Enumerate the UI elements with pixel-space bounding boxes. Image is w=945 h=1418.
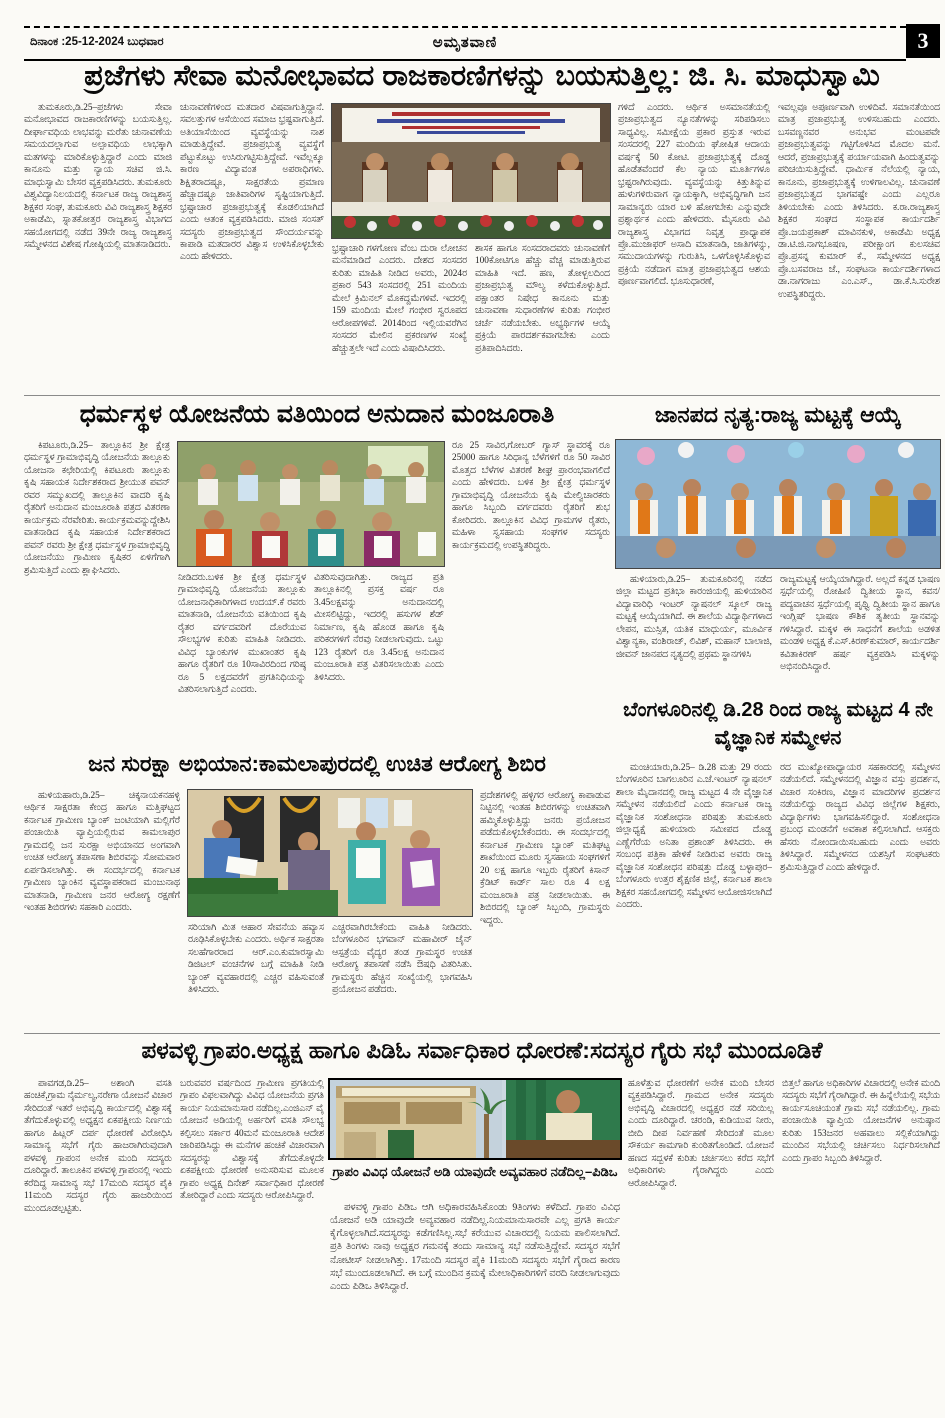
article5-headline: ಬೆಂಗಳೂರಿನಲ್ಲಿ ಡಿ.28 ರಿಂದ ರಾಜ್ಯ ಮಟ್ಟದ 4 ನೇ ವೈಜ್ಞಾನಿಕ ಸಮ್ಮೇಳನ (623, 699, 933, 749)
article6-headline: ಪಳವಳ್ಳಿ ಗ್ರಾಪಂ.ಅಧ್ಯಕ್ಷ ಹಾಗೂ ಪಿಡಿಓ ಸರ್ವಾಧಿಕಾರ ಧೋರಣೆ:ಸದಸ್ಯರ ಗೈರು ಸಭೆ ಮುಂದೂಡಿಕೆ (141, 1037, 823, 1063)
folk-dance-team-photo (616, 440, 940, 568)
article6-column-2: ಬರುವವರ ವರ್ಷದಿಂದ ಗ್ರಾಮೀಣ ಪ್ರಗತಿಯಲ್ಲಿ ಗ್ರಾಪಂ ವಿಫಲವಾಗಿದ್ದು ವಿವಿಧ ಯೋಜನೆಯ ಪ್ರಗತಿ ಕಾರ್ಯ ನಿಯಮಾನುಸಾರ ನಡೆದಿಲ್ಲ.ಎಂಜಿಎನ್ ವೈ ಯೋಜನೆ ಅಡಿಯಲ್ಲಿ ಅರ್ಹರಿಗೆ ವಸತಿ ಸೌಲಭ್ಯ ಕಲ್ಪಿಸಲು ಸರ್ಕಾರ 40ಮನೆ ಮಂಜೂರಾತಿ ಆದೇಶ ಜಾರಿಪಡಿಸಿದ್ದು ಈ ಮನೆಗಳ ಹಂಚಿಕೆ ವಿಚಾರವಾಗಿ ಸದಸ್ಯರನ್ನು ವಿಶ್ವಾಸಕ್ಕೆ ತೆಗೆದುಕೊಳ್ಳದೇ ಏಕಪಕ್ಷೀಯ ಧೋರಣೆ ಅನುಸರಿಸುವ ಮೂಲಕ ಗ್ರಾಪಂ ಅಧ್ಯಕ್ಷ ದಿನೇಶ್ ಸರ್ವಾಧಿಕಾರ ಧೋರಣೆ ತೋರಿದ್ದಾರೆ ಎಂದು ಸದಸ್ಯರು ಆರೋಪಿಸಿದ್ದಾರೆ. (180, 1079, 324, 1202)
article4-column-4: ಪ್ರದೇಶಗಳಲ್ಲಿ ಹಳ್ಳಿಗರ ಆರೋಗ್ಯ ಕಾಪಾಡುವ ನಿಟ್ಟಿನಲ್ಲಿ ಇಂತಹ ಶಿಬಿರಗಳನ್ನು ಉಚಿತವಾಗಿ ಹಮ್ಮಿಕೊಳ್ಳುತ್ತಿದ್ದು ಜನರು ಪ್ರಯೋಜನ ಪಡೆದುಕೊಳ್ಳಬೇಕೆಂದರು. ಈ ಸಂದರ್ಭದಲ್ಲಿ ಕರ್ನಾಟಕ ಗ್ರಾಮೀಣ ಬ್ಯಾಂಕ್ ಮತಿಘಟ್ಟ ಶಾಖೆಯಿಂದ ಮೂರು ಸ್ವಸಹಾಯ ಸಂಘಗಳಿಗೆ 20 ಲಕ್ಷ ಹಾಗೂ ಇಬ್ಬರು ರೈತರಿಗೆ ಕಿಸಾನ್ ಕ್ರೆಡಿಟ್ ಕಾರ್ಡ್ ಸಾಲ ರೂ 4 ಲಕ್ಷ ಮಂಜೂರಾತಿ ಪತ್ರ ನೀಡಲಾಯಿತು. ಈ ಶಿಬಿರದಲ್ಲಿ ಬ್ಯಾಂಕ್ ಸಿಬ್ಬಂದಿ, ಗ್ರಾಮಸ್ಥರು ಇದ್ದರು. (480, 791, 610, 926)
article2-headline: ಧರ್ಮಸ್ಥಳ ಯೋಜನೆಯ ವತಿಯಿಂದ ಅನುದಾನ ಮಂಜೂರಾತಿ (79, 400, 555, 428)
article1-column-3: ಭ್ರಷ್ಟಾಚಾರಿ ಗಳಗೋಣ ವೆಂಬ ದುರಾ ಲೋಚನ ಮನೆಮಾಡಿದೆ ಎಂದರು. ದೇಶದ ಸಂಸದರ ಕುರಿತು ಮಾಹಿತಿ ನೀಡಿದ ಅವರು, 2024ರ ಪ್ರಕಾರ 543 ಸಂಸದರಲ್ಲಿ 251 ಮಂದಿಯ ಮೇಲೆ ಕ್ರಿಮಿನಲ್ ಮೊಕದ್ದಮೆಗಳಿವೆ. ಇದರಲ್ಲಿ 159 ಮಂದಿಯ ಮೇಲೆ ಗಂಭೀರ ಸ್ವರೂಪದ ಆರೋಪಗಳಿವೆ. 2014ರಿಂದ ಇಲ್ಲಿಯವರೆಗಿನ ಸಂಸದರ ಮೇಲಿನ ಪ್ರಕರಣಗಳ ಸಂಖ್ಯೆ ಹೆಚ್ಚುತ್ತಲೇ ಇದೆ ಎಂದು ವಿಷಾದಿಸಿದರು. (332, 244, 467, 354)
article4-column-1: ಹುಳಿಯಹಾರು,ಡಿ.25– ಚಿಕ್ಕನಾಯಕನಹಳ್ಳಿ ಆರ್ಥಿಕ ಸಾಕ್ಷರತಾ ಕೇಂದ್ರ ಹಾಗೂ ಮತ್ತಿಘಟ್ಟದ ಕರ್ನಾಟಕ ಗ್ರಾಮೀಣ ಬ್ಯಾಂಕ್ ಜಂಟಿಯಾಗಿ ಮಲ್ಲಿಗೆರೆ ಪಂಚಾಯಿತಿ ವ್ಯಾಪ್ತಿಯಲ್ಲಿರುವ ಕಾಮಲಾಪುರ ಗ್ರಾಮದಲ್ಲಿ ಜನ ಸುರಕ್ಷಾ ಅಭಿಯಾನದ ಅಂಗವಾಗಿ ಉಚಿತ ಆರೋಗ್ಯ ತಪಾಸಣಾ ಶಿಬಿರವನ್ನು ಸೋಮವಾರ ಏರ್ಪಡಿಸಲಾಗಿತ್ತು. ಈ ಸಂದರ್ಭದಲ್ಲಿ ಕರ್ನಾಟಕ ಗ್ರಾಮೀಣ ಬ್ಯಾಂಕಿನ ವ್ಯವಸ್ಥಾಪಕರಾದ ಮಂಜುನಾಥ ಮಾತನಾಡಿ, ಗ್ರಾಮೀಣ ಜನರ ಆರೋಗ್ಯ ರಕ್ಷಣೆಗೆ ಇಂತಹ ಶಿಬಿರಗಳು ಸಹಕಾರಿ ಎಂದರು. (24, 791, 180, 914)
article1-column-5: ಗಳಿದೆ ಎಂದರು. ಆರ್ಥಿಕ ಅಸಮಾನತೆಯಲ್ಲಿ ಪ್ರಜಾಪ್ರಭುತ್ವದ ನ್ಯೂನತೆಗಳನ್ನು ಸರಿಪಡಿಸಲು ಸಾಧ್ಯವಿಲ್ಲ. ಸಮೀಕ್ಷೆಯ ಪ್ರಕಾರ ಪ್ರಸ್ತುತ ಇರುವ ಸಂಸದರಲ್ಲಿ 227 ಮಂದಿಯ ಘೋಷಿತ ಆದಾಯ ವರ್ಷಕ್ಕೆ 50 ಕೋಟಿ. ಪ್ರಜಾಪ್ರಭುತ್ವಕ್ಕೆ ದೊಡ್ಡ ಹೊಡೆತವೆಂದರೆ ಕೆಲ ನ್ಯಾಯ ಮೂರ್ತಿಗಳೂ ಭ್ರಷ್ಟರಾಗಿರುವುದು. ವ್ಯವಸ್ಥೆಯನ್ನು ಕಿತ್ತುತಿನ್ನುವ ಹುಳುಗಳಿರುವಾಗ ನ್ಯಾಯಕ್ಕಾಗಿ, ಅಭಿವೃದ್ಧಿಗಾಗಿ ಜನ ಸಾಮಾನ್ಯರು ಯಾರ ಬಳಿ ಹೋಗಬೇಕು ಎನ್ನುವುದೇ ಪ್ರಶ್ನಾರ್ಥಕ ಎಂದು ಹೇಳಿದರು. ಮೈಸೂರು ವಿವಿ ರಾಜ್ಯಶಾಸ್ತ್ರ ವಿಭಾಗದ ನಿವೃತ್ತ ಪ್ರಾಧ್ಯಾಪಕ ಪ್ರೊ.ಮುಜಾಫರ್ ಅಸಾದಿ ಮಾತನಾಡಿ, ಜಾತಿಗಳನ್ನು, ಸಮುದಾಯಗಳನ್ನು ಗುರುತಿಸಿ, ಒಳಗೊಳ್ಳಿಸಿಕೊಳ್ಳುವ ಪ್ರಕ್ರಿಯೆ ನಡೆದಾಗ ಮಾತ್ರ ಪ್ರಜಾಪ್ರಭುತ್ವದ ಆಶಯ ಪೂರ್ಣವಾಗಲಿದೆ. ಭೂಸುಧಾರಣೆ, (618, 103, 770, 288)
grant-distribution-photo (178, 442, 444, 566)
page-header (24, 26, 906, 61)
masthead-title: ಅಮೃತವಾಣಿ (432, 34, 498, 51)
article1-headline: ಪ್ರಜೆಗಳು ಸೇವಾ ಮನೋಭಾವದ ರಾಜಕಾರಣಿಗಳನ್ನು ಬಯಸುತ್ತಿಲ್ಲ: ಜಿ. ಸಿ. ಮಾಧುಸ್ವಾಮಿ (84, 60, 880, 92)
article6-middle-column: ಪಳವಳ್ಳಿ ಗ್ರಾಪಂ ಪಿಡಿಒ ಆಗಿ ಅಧಿಕಾರವಹಿಸಿಕೊಂಡು 9ತಿಂಗಳು ಕಳೆದಿದೆ. ಗ್ರಾಪಂ ವಿವಿಧ ಯೋಜನೆ ಅಡಿ ಯಾವುದೇ ಅವ್ಯವಹಾರ ನಡೆದಿಲ್ಲ.ನಿಯಮಾನುಸಾರವೇ ಎಲ್ಲ ಪ್ರಗತಿ ಕಾರ್ಯ ಕೈಗೊಳ್ಳಲಾಗಿದೆ.ಸದಸ್ಯರನ್ನು ಕಡೆಗಣಿಸಿಲ್ಲ.ಸಭೆ ಕರೆಯುವ ವಿಚಾರದಲ್ಲಿ ನಿಯಮ ಪಾಲಿಸಲಾಗಿದೆ. ಪ್ರತಿ ತಿಂಗಳು ನಾವು ಅಧ್ಯಕ್ಷರ ಗಮನಕ್ಕೆ ತಂದು ಸಾಮಾನ್ಯ ಸಭೆ ನಡೆಸುತ್ತಿದ್ದೇವೆ. ಸದಸ್ಯರ ಸಭೆಗೆ ನೋಟೀಸ್ ನೀಡಲಾಗಿತ್ತು. 17ಮಂದಿ ಸದಸ್ಯರ ಪೈಕಿ 11ಮಂದಿ ಸದಸ್ಯರು ಸಭೆಗೆ ಗೈರಾದ ಕಾರಣ ಸಭೆ ಮುಂದೂಡಲಾಗಿದೆ. ಈ ಬಗ್ಗೆ ಮುಂದಿನ ಕ್ರಮಕ್ಕೆ ಮೇಲಾಧಿಕಾರಿಗಳಿಗೆ ವರದಿ ನೀಡಲಾಗುವುದು ಎಂದು ಪಿಡಿಒ ತಿಳಿಸಿದ್ದಾರೆ. (330, 1202, 620, 1292)
section-divider-1 (24, 395, 940, 396)
article1-column-4: ಶಾಸಕ ಹಾಗೂ ಸಂಸದರಾದವರು ಚುನಾವಣೆಗೆ 100ಕೋಟಿಗೂ ಹೆಚ್ಚು ವೆಚ್ಚ ಮಾಡುತ್ತಿರುವ ಮಾಹಿತಿ ಇದೆ. ಹಣ, ತೋಳ್ಬಲದಿಂದ ಪ್ರಜಾಪ್ರಭುತ್ವ ಮೌಲ್ಯ ಕಳೆದುಕೊಳ್ಳುತ್ತಿದೆ. ಪಕ್ಷಾಂತರ ನಿಷೇಧ ಕಾನೂನು ಮತ್ತು ಚುನಾವಣಾ ಸುಧಾರಣೆಗಳ ಕುರಿತು ಗಂಭೀರ ಚರ್ಚೆ ನಡೆಯಬೇಕು. ಅಭ್ಯರ್ಥಿಗಳ ಆಯ್ಕೆ ಪ್ರಕ್ರಿಯೆ ಪಾರದರ್ಶಕವಾಗಬೇಕು ಎಂದು ಪ್ರತಿಪಾದಿಸಿದರು. (475, 244, 610, 354)
article1-column-6: ಇವಲ್ಲವೂ ಅಪೂರ್ಣವಾಗಿ ಉಳಿದಿವೆ. ಸಮಾನತೆಯಿಂದ ಮಾತ್ರ ಪ್ರಜಾಪ್ರಭುತ್ವ ಉಳಿಸಬಹುದು ಎಂದರು. ಬಸವಣ್ಣನವರ ಅನುಭವ ಮಂಟಪವೇ ಪ್ರಜಾಪ್ರಭುತ್ವವನ್ನು ಗಟ್ಟಿಗೊಳಿಸಿದ ಮೊದಲ ಮನೆ. ಆದರೆ, ಪ್ರಜಾಪ್ರಭುತ್ವಕ್ಕೆ ಪರ್ಯಾಯವಾಗಿ ಹಿಂದುತ್ವವನ್ನು ಪರಿಚಯಿಸುತ್ತಿದ್ದೇವೆ. ಧಾರ್ಮಿಕ ನೆಲೆಯಲ್ಲಿ ನ್ಯಾಯ, ಕಾನೂನು, ಪ್ರಜಾಪ್ರಭುತ್ವಕ್ಕೆ ಉಳಿಗಾಲವಿಲ್ಲ. ಚುನಾವಣೆ ಪ್ರಜಾಪ್ರಭುತ್ವದ ಭಾಗವಷ್ಟೇ ಎಂದು ಎಲ್ಲರೂ ತಿಳಿಯಬೇಕು ಎಂದು ತಿಳಿಸಿದರು. ಕ.ರಾ.ರಾಜ್ಯಶಾಸ್ತ್ರ ಶಿಕ್ಷಕರ ಸಂಘದ ಸಂಸ್ಥಾಪಕ ಕಾರ್ಯದರ್ಶಿ ಪ್ರೊ.ಜಯಪ್ರಕಾಶ್ ಮಾವಿನಕುಳಿ, ಅಕಾಡೆಮಿ ಅಧ್ಯಕ್ಷ ಡಾ.ಟಿ.ಜಿ.ನಾಗಭೂಷಣ, ಪರೀಕ್ಷಾಂಗ ಕುಲಸಚಿವ ಪ್ರೊ.ಪ್ರಸನ್ನ ಕುಮಾರ್ ಕೆ., ಸಮ್ಮೇಳನದ ಅಧ್ಯಕ್ಷ ಪ್ರೊ.ಬಸವರಾಜ ಜೆ., ಸಂಘಟನಾ ಕಾರ್ಯದರ್ಶಿಗಳಾದ ಡಾ.ನಾಗರಾಜು ಎಂ.ಎಸ್., ಡಾ.ಕೆ.ಸಿ.ಸುರೇಶ ಉಪಸ್ಥಿತರಿದ್ದರು. (778, 103, 940, 300)
article6-column-5: ಹೂಳೆತ್ತುವ ಧೋರಣೆಗೆ ಅನೇಕ ಮಂದಿ ಬೇಸರ ವ್ಯಕ್ತಪಡಿಸಿದ್ದಾರೆ. ಗ್ರಾಮದ ಅನೇಕ ಸದಸ್ಯರು ಅಭಿವೃದ್ಧಿ ವಿಚಾರದಲ್ಲಿ ಅಧ್ಯಕ್ಷರ ನಡೆ ಸರಿಯಿಲ್ಲ ಎಂದು ದೂರಿದ್ದಾರೆ. ಚರಂಡಿ, ಕುಡಿಯುವ ನೀರು, ಬೀದಿ ದೀಪ ನಿರ್ವಹಣೆ ಸೇರಿದಂತೆ ಮೂಲ ಸೌಕರ್ಯ ಕಾಮಗಾರಿ ಕುಂಠಿತಗೊಂಡಿದೆ. ಯೋಜನೆ ಹಣದ ಸದ್ಬಳಕೆ ಕುರಿತು ಚರ್ಚಿಸಲು ಕರೆದ ಸಭೆಗೆ ಅಧಿಕಾರಿಗಳು ಗೈರಾಗಿದ್ದರು ಎಂದು ಆರೋಪಿಸಿದ್ದಾರೆ. (628, 1079, 774, 1189)
article1-column-1: ತುಮಕೂರು,ಡಿ.25–ಪ್ರಜೆಗಳು ಸೇವಾ ಮನೋಭಾವದ ರಾಜಕಾರಣಿಗಳನ್ನು ಬಯಸುತ್ತಿಲ್ಲ. ದೀರ್ಘಾವಧಿಯ ಲಾಭವನ್ನು ಮರೆತು ಚುನಾವಣೆಯ ಸಮಯದಲ್ಲಾಗುವ ಅಲ್ಪಾವಧಿಯ ಲಾಭಕ್ಕಾಗಿ ಮತಗಳನ್ನು ಮಾರಿಕೊಳ್ಳುತ್ತಿದ್ದಾರೆ ಎಂದು ಮಾಜಿ ಕಾನೂನು ಮತ್ತು ನ್ಯಾಯ ಸಚಿವ ಜಿ.ಸಿ. ಮಾಧುಸ್ವಾಮಿ ಬೇಸರ ವ್ಯಕ್ತಪಡಿಸಿದರು. ತುಮಕೂರು ವಿಶ್ವವಿದ್ಯಾನಿಲಯದಲ್ಲಿ ಕರ್ನಾಟಕ ರಾಜ್ಯ ರಾಜ್ಯಶಾಸ್ತ್ರ ಶಿಕ್ಷಕರ ಸಂಘ, ತುಮಕೂರು ವಿವಿ ರಾಜ್ಯಶಾಸ್ತ್ರ ಶಿಕ್ಷಕರ ಅಕಾಡೆಮಿ, ಸ್ನಾತಕೋತ್ತರ ರಾಜ್ಯಶಾಸ್ತ್ರ ವಿಭಾಗದ ಸಹಯೋಗದಲ್ಲಿ ನಡೆದ 39ನೇ ರಾಜ್ಯ ರಾಜ್ಯಶಾಸ್ತ್ರ ಸಮ್ಮೇಳನದ ವಿಶೇಷ ಗೋಷ್ಠಿಯಲ್ಲಿ ಮಾತನಾಡಿದರು. (24, 103, 172, 250)
article5-column-1: ಮಂಚಿಯಾರು,ಡಿ.25– ಡಿ.28 ಮತ್ತು 29 ರಂದು ಬೆಂಗಳೂರಿನ ಬಾಗಲೂರಿನ ಎ.ಜೆ.ಇಂಟರ್ ನ್ಯಾಷನಲ್ ಶಾಲಾ ಮೈದಾನದಲ್ಲಿ ರಾಜ್ಯ ಮಟ್ಟದ 4 ನೇ ವೈಜ್ಞಾನಿಕ ಸಮ್ಮೇಳನ ನಡೆಯಲಿದೆ ಎಂದು ಕರ್ನಾಟಕ ರಾಜ್ಯ ವೈಜ್ಞಾನಿಕ ಸಂಶೋಧನಾ ಪರಿಷತ್ತು ತುಮಕೂರು ಜಿಲ್ಲಾಧ್ಯಕ್ಷೆ ಹುಳಿಯಾರು ಸಮೀಪದ ದೊಡ್ಡ ಎಣ್ಣೆಗೆರೆಯ ಅನಿತಾ ಪ್ರಶಾಂತ್ ತಿಳಿಸಿದರು. ಈ ಸಂಬಂಧ ಪತ್ರಿಕಾ ಹೇಳಿಕೆ ನೀಡಿರುವ ಅವರು ರಾಜ್ಯ ವೈಜ್ಞಾನಿಕ ಸಂಶೋಧನ ಪರಿಷತ್ತು ದೊಡ್ಡ ಬಳ್ಳಾಪುರ–ಬೆಂಗಳೂರು ಉತ್ತರ ಶೈಕ್ಷಣಿಕ ಜಿಲ್ಲೆ, ಕರ್ನಾಟಕ ಶಾಲಾ ಶಿಕ್ಷಕರ ಸಹಯೋಗದಲ್ಲಿ ಸಮ್ಮೇಳನ ಆಯೋಜಿಸಲಾಗಿದೆ ಎಂದರು. (616, 763, 772, 910)
article5-column-2: ರದ ಮುಖ್ಯೋಪಾಧ್ಯಾಯರ ಸಹಕಾರದಲ್ಲಿ ಸಮ್ಮೇಳನ ನಡೆಯಲಿದೆ. ಸಮ್ಮೇಳನದಲ್ಲಿ ವಿಜ್ಞಾನ ವಸ್ತು ಪ್ರದರ್ಶನ, ವಿಚಾರ ಸಂಕಿರಣ, ವಿಜ್ಞಾನ ಮಾದರಿಗಳ ಪ್ರದರ್ಶನ ನಡೆಯಲಿದ್ದು ರಾಜ್ಯದ ವಿವಿಧ ಜಿಲ್ಲೆಗಳ ಶಿಕ್ಷಕರು, ವಿದ್ಯಾರ್ಥಿಗಳು ಭಾಗವಹಿಸಲಿದ್ದಾರೆ. ಸಂಶೋಧನಾ ಪ್ರಬಂಧ ಮಂಡನೆಗೆ ಅವಕಾಶ ಕಲ್ಪಿಸಲಾಗಿದೆ. ಆಸಕ್ತರು ಹೆಸರು ನೋಂದಾಯಿಸಬಹುದು ಎಂದು ಅವರು ತಿಳಿಸಿದ್ದಾರೆ. ಸಮ್ಮೇಳನದ ಯಶಸ್ಸಿಗೆ ಸಂಘಟಕರು ಶ್ರಮಿಸುತ್ತಿದ್ದಾರೆ ಎಂದು ಹೇಳಿದ್ದಾರೆ. (780, 763, 940, 873)
article3-column-1: ಹುಳಿಯಾರು,ಡಿ.25– ತುಮಕೂರಿನಲ್ಲಿ ನಡೆದ ಜಿಲ್ಲಾ ಮಟ್ಟದ ಪ್ರತಿಭಾ ಕಾರಂಜಿಯಲ್ಲಿ ಹುಳಿಯಾರಿನ ವಿದ್ಯಾವಾರಿಧಿ ಇಂಟರ್ ನ್ಯಾಷನಲ್ ಸ್ಕೂಲ್ ರಾಜ್ಯ ಮಟ್ಟಕ್ಕೆ ಆಯ್ಕೆಯಾಗಿದೆ. ಈ ಶಾಲೆಯ ವಿದ್ಯಾರ್ಥಿಗಳಾದ ಲೇಪನ, ಮುಸ್ಸಿತ, ಯತಿಕ ಮಾಧುರ್ಯ, ಮೂರ್ವಿಕ ವಿಶ್ವಾನ್ಯಕಾ, ವಂಶಿರಾಜ್, ಲಿವಿಶ್, ಮಹಾನ್ ಬಾಲಾಜಿ, ಜೀವನ್ ಜಾನಪದ ನೃತ್ಯದಲ್ಲಿ ಪ್ರಥಮ ಸ್ಥಾನಗಳಿಸಿ (616, 575, 772, 660)
article4-column-2: ಸರಿಯಾಗಿ ಮಿತ ಆಹಾರ ಸೇವನೆಯ ಹವ್ಯಾಸ ರೂಢಿಸಿಕೊಳ್ಳಬೇಕು ಎಂದರು. ಅರ್ಥಿಕ ಸಾಕ್ಷರತಾ ಸಲಹೆಗಾರರಾದ ಆರ್.ಎಂ.ಕುಮಾರಸ್ವಾಮಿ ಡಿಜಿಟಲ್ ವಂಚನೆಗಳ ಬಗ್ಗೆ ಮಾಹಿತಿ ನೀಡಿ ಬ್ಯಾಂಕ್ ವ್ಯವಹಾರದಲ್ಲಿ ಎಚ್ಚರ ವಹಿಸುವಂತೆ ತಿಳಿಸಿದರು. (188, 923, 324, 996)
article3-headline: ಜಾನಪದ ನೃತ್ಯ:ರಾಜ್ಯ ಮಟ್ಟಕ್ಕೆ ಆಯ್ಕೆ (654, 402, 902, 427)
conference-dais-photo (332, 104, 610, 238)
article1-column-2: ಚುನಾವಣೆಗಳಿಂದ ಮತದಾರ ವಿಷವಾಗುತ್ತಿದ್ದಾನೆ. ಸವಲತ್ತುಗಳ ಆಸೆಯಿಂದ ಸಮಾಜ ಭ್ರಷ್ಟವಾಗುತ್ತಿದೆ. ಅತಿಯಾಸೆಯಿಂದ ವ್ಯವಸ್ಥೆಯನ್ನು ನಾಶ ಮಾಡುತ್ತಿದ್ದೇವೆ. ಪ್ರಜಾಪ್ರಭುತ್ವ ವ್ಯವಸ್ಥೆಗೆ ಪೆಟ್ಟುಕೊಟ್ಟು ಉಸಿರುಗಟ್ಟಿಸುತ್ತಿದ್ದೇವೆ. ಇವೆಲ್ಲಕ್ಕೂ ಕಾರಣ ವಿದ್ಯಾವಂತ ಅಪರಾಧಿಗಳು. ಶಿಕ್ಷಿತರಾದಷ್ಟೂ, ಸಾಕ್ಷರತೆಯ ಪ್ರಮಾಣ ಹೆಚ್ಚಾದಷ್ಟೂ ಜಾತಿವಾರಿಗಳ ಸೃಷ್ಟಿಯಾಗುತ್ತಿದೆ. ಭ್ರಷ್ಟಾಚಾರ ಪ್ರಜಾಪ್ರಭುತ್ವಕ್ಕೆ ಕೊಡಲಿಯಾಗಿದೆ ಎಂದು ಆತಂಕ ವ್ಯಕ್ತಪಡಿಸಿದರು. ಮಾಜಿ ಸಂಸತ್ ಸದಸ್ಯರು ಪ್ರಜಾಪ್ರಭುತ್ವದ ಸೌಂದರ್ಯವನ್ನು ಕಾಪಾಡಿ ಮತದಾರರ ವಿಶ್ವಾಸ ಉಳಿಸಿಕೊಳ್ಳಬೇಕು ಎಂದು ಹೇಳಿದರು. (180, 103, 324, 263)
article6-subheadline: ಗ್ರಾಪಂ ವಿವಿಧ ಯೋಜನೆ ಅಡಿ ಯಾವುದೇ ಅವ್ಯವಹಾರ ನಡೆದಿಲ್ಲ–ಪಿಡಿಒ (332, 1164, 618, 1179)
section-divider-2 (24, 1033, 940, 1034)
article2-column-2: ನೀಡಿದರು.ಬಳಿಕ ಶ್ರೀ ಕ್ಷೇತ್ರ ಧರ್ಮಸ್ಥಳ ಗ್ರಾಮಾಭಿವೃದ್ಧಿ ಯೋಜನೆಯ ತಾಲ್ಲೂಕು ಯೋಜನಾಧಿಕಾರಿಗಳಾದ ಉದಯ್.ಕೆ ರವರು ಮಾತನಾಡಿ, ಯೋಜನೆಯ ವತಿಯಿಂದ ಕೃಷಿ ರೈತರ ವರ್ಗದವರಿಗೆ ದೊರೆಯುವ ಸೌಲಭ್ಯಗಳ ಕುರಿತು ಮಾಹಿತಿ ನೀಡಿದರು. ವಿವಿಧ ಬ್ಯಾಂಕುಗಳ ಮುಖಾಂತರ ಕೃಷಿ ಹಾಗೂ ರೈತರಿಗೆ ರೂ 10ಸಾವಿರದಿಂದ ಗರಿಷ್ಠ ರೂ 5 ಲಕ್ಷದವರೆಗೆ ಪ್ರಗತಿನಿಧಿಯನ್ನು ವಿತರಿಸಲಾಗುತ್ತಿದೆ ಎಂದರು. (178, 573, 306, 696)
health-camp-photo (188, 790, 472, 916)
article2-column-3: ವಿತರಿಸುವುದಾಗಿತ್ತು. ರಾಜ್ಯದ ಪ್ರತಿ ತಾಲ್ಲೂಕಿನಲ್ಲಿ ಪ್ರಸಕ್ತ ವರ್ಷ ರೂ 3.45ಲಕ್ಷವನ್ನು ಅನುದಾನದಲ್ಲಿ ಮೀಸಲಿಟ್ಟಿದ್ದು, ಇದರಲ್ಲಿ ಹಸುಗಳ ಶೆಡ್ ನಿರ್ಮಾಣ, ಕೃಷಿ ಹೊಂಡ ಹಾಗೂ ಕೃಷಿ ಪರಿಕರಗಳಿಗೆ ನೆರವು ನೀಡಲಾಗುವುದು. ಒಟ್ಟು 123 ರೈತರಿಗೆ ರೂ 3.45ಲಕ್ಷ ಅನುದಾನ ಮಂಜೂರಾತಿ ಪತ್ರ ವಿತರಿಸಲಾಯಿತು ಎಂದು ತಿಳಿಸಿದರು. (314, 573, 444, 683)
page-number-badge: 3 (906, 24, 940, 58)
article6-column-1: ಪಾವಗಡ,ಡಿ.25– ಅಶಾಂಗಿ ವಸತಿ ಹಂಚಿಕೆ,ಗ್ರಾಮ ನೈರ್ಮಲ್ಯ,ನರೇಗಾ ಯೋಜನೆ ವಿಚಾರ ಸೇರಿದಂತೆ ಇತರೆ ಅಭಿವೃದ್ಧಿ ಕಾರ್ಯದಲ್ಲಿ ವಿಶ್ವಾಸಕ್ಕೆ ತೆಗೆದುಕೊಳ್ಳುವಲ್ಲಿ ಅಧ್ಯಕ್ಷನ ಏಕಪಕ್ಷೀಯ ನಿರ್ಣಯ ಹಾಗೂ ಹಿಟ್ಲರ್ ದರ್ಪ ಧೋರಣೆ ವಿರೋಧಿಸಿ ಸಾಮಾನ್ಯ ಸಭೆಗೆ ಗೈರು ಹಾಜರಾಗಿರುವುದಾಗಿ ಪಳವಳ್ಳಿ ಗ್ರಾಪಂನ ಅನೇಕ ಮಂದಿ ಸದಸ್ಯರು ದೂರಿದ್ದಾರೆ. ತಾಲೂಕಿನ ಪಳವಳ್ಳಿ ಗ್ರಾಪಂನಲ್ಲಿ ಇಂದು ಕರೆದಿದ್ದ ಸಾಮಾನ್ಯ ಸಭೆ 17ಮಂದಿ ಸದಸ್ಯರ ಪೈಕಿ 11ಮಂದಿ ಸದಸ್ಯರ ಗೈರು ಹಾಜರಿಯಿಂದ ಮುಂದೂಡಲ್ಪಟ್ಟಿತು. (24, 1079, 172, 1214)
article4-headline: ಜನ ಸುರಕ್ಷಾ ಅಭಿಯಾನ:ಕಾಮಲಾಪುರದಲ್ಲಿ ಉಚಿತ ಆರೋಗ್ಯ ಶಿಬಿರ (88, 751, 546, 776)
article2-column-4: ರೂ 25 ಸಾವಿರ,ಗೋಬರ್ ಗ್ಯಾಸ್ ಸ್ಥಾವರಕ್ಕೆ ರೂ 25000 ಹಾಗೂ ಸಿರಿಧಾನ್ಯ ಬೆಳೆಗಳಿಗೆ ರೂ 50 ಸಾವಿರ ಮೊತ್ತದ ಬೆಳೆಗಳ ವಿತರಣೆ ಶೀಘ್ರ ಪ್ರಾರಂಭವಾಗಲಿದೆ ಎಂದು ಹೇಳಿದರು. ಬಳಿಕ ಶ್ರೀ ಕ್ಷೇತ್ರ ಧರ್ಮಸ್ಥಳ ಗ್ರಾಮಾಭಿವೃದ್ಧಿ ಯೋಜನೆಯ ಕೃಷಿ ಮೇಲ್ವಿಚಾರಕರು ಹಾಗೂ ಸಿಬ್ಬಂದಿ ವರ್ಗದವರು ರೈತರಿಗೆ ಶುಭ ಕೋರಿದರು. ತಾಲ್ಲೂಕಿನ ವಿವಿಧ ಗ್ರಾಮಗಳ ರೈತರು, ಮಹಿಳಾ ಸ್ವಸಹಾಯ ಸಂಘಗಳ ಸದಸ್ಯರು ಕಾರ್ಯಕ್ರಮದಲ್ಲಿ ಉಪಸ್ಥಿತರಿದ್ದರು. (452, 441, 610, 551)
article6-column-6: ಬಿತ್ತಲೆ ಹಾಗೂ ಅಧಿಕಾರಿಗಳ ವಿಚಾರದಲ್ಲಿ ಅನೇಕ ಮಂದಿ ಸದಸ್ಯರು ಸಭೆಗೆ ಗೈರಾಗಿದ್ದಾರೆ. ಈ ಹಿನ್ನೆಲೆಯಲ್ಲಿ ಸಭೆಯ ಕಾರ್ಯಸೂಚಿಯಂತೆ ಗ್ರಾಮ ಸಭೆ ನಡೆಯಲಿಲ್ಲ. ಗ್ರಾಮ ಪಂಚಾಯಿತಿ ವ್ಯಾಪ್ತಿಯ ಯೋಜನೆಗಳ ಅನುಷ್ಠಾನ ಕುರಿತು 153ಜನರ ಅಹವಾಲು ಸಲ್ಲಿಕೆಯಾಗಿದ್ದು ಮುಂದಿನ ಸಭೆಯಲ್ಲಿ ಚರ್ಚಿಸಲು ನಿರ್ಧರಿಸಲಾಗಿದೆ ಎಂದು ಗ್ರಾಪಂ ಸಿಬ್ಬಂದಿ ತಿಳಿಸಿದ್ದಾರೆ. (782, 1079, 940, 1164)
panchayat-office-and-pdo-photo (330, 1080, 620, 1158)
date-label: ದಿನಾಂಕ :25-12-2024 ಬುಧವಾರ (30, 36, 164, 48)
article3-column-2: ರಾಜ್ಯಮಟ್ಟಕ್ಕೆ ಆಯ್ಕೆಯಾಗಿದ್ದಾರೆ. ಅಲ್ಲದೆ ಕನ್ನಡ ಭಾಷಣ ಸ್ಪರ್ಧೆಯಲ್ಲಿ ರೋಹಿಣಿ ದ್ವಿತೀಯ ಸ್ಥಾನ, ಕವನ/ಪದ್ಯವಾಚನ ಸ್ಪರ್ಧೆಯಲ್ಲಿ ಪೃಥ್ವಿ ದ್ವಿತೀಯ ಸ್ಥಾನ ಹಾಗೂ ಇಂಗ್ಲಿಷ್ ಭಾಷಣ ಕೌಶಿಕ ತೃತೀಯ ಸ್ಥಾನವನ್ನು ಗಳಿಸಿದ್ದಾರೆ. ಮಕ್ಕಳ ಈ ಸಾಧನೆಗೆ ಶಾಲೆಯ ಅಡಳಿತ ಮಂಡಳಿ ಅಧ್ಯಕ್ಷ ಕೆ.ಎಸ್.ಕಿರಣ್‌ಕುಮಾರ್, ಕಾರ್ಯದರ್ಶಿ ಕವಿತಾಕಿರಣ್ ಹರ್ಷ ವ್ಯಕ್ತಪಡಿಸಿ ಮಕ್ಕಳನ್ನು ಅಭಿನಂದಿಸಿದ್ದಾರೆ. (780, 575, 940, 673)
article4-column-3: ಎಚ್ಚರವಾಗಿರಬೇಕೆಂದು ವಾಹಿತಿ ನೀಡಿದರು. ಬೆಂಗಳೂರಿನ ಭಗವಾನ್ ಮಹಾವೀರ್ ಜೈನ್ ಆಸ್ಪತ್ರೆಯ ವೈದ್ಯರ ತಂಡ ಗ್ರಾಮಸ್ಥರ ಉಚಿತ ಆರೋಗ್ಯ ತಪಾಸಣೆ ನಡೆಸಿ ಔಷಧಿ ವಿತರಿಸಿತು. ಗ್ರಾಮಸ್ಥರು ಹೆಚ್ಚಿನ ಸಂಖ್ಯೆಯಲ್ಲಿ ಭಾಗವಹಿಸಿ ಪ್ರಯೋಜನ ಪಡೆದರು. (332, 923, 472, 996)
article2-column-1: ಕಿಪಟೂರು,ಡಿ.25– ತಾಲ್ಲೂಕಿನ ಶ್ರೀ ಕ್ಷೇತ್ರ ಧರ್ಮಸ್ಥಳ ಗ್ರಾಮಾಭಿವೃದ್ಧಿ ಯೋಜನೆಯ ತಾಲ್ಲೂಕು ಯೋಜನಾ ಕಛೇರಿಯಲ್ಲಿ ಕಿಪಟೂರು ತಾಲ್ಲೂಕು ಕೃಷಿ ಸಹಾಯಕ ನಿರ್ದೇಶಕರಾದ ಶ್ರೀಯುತ ಪವನ್ ರವರ ಸಮ್ಮುಖದಲ್ಲಿ ತಾಲ್ಲೂಕಿನ ವಾದರಿ ಕೃಷಿ ರೈತರಿಗೆ ಅನುದಾನ ಮಂಜೂರಾತಿ ಪತ್ರದ ವಿತರಣಾ ಕಾರ್ಯಕ್ರಮ ನೆರವೇರಿತು. ಕಾರ್ಯಕ್ರಮವನ್ನುದ್ದೇಶಿಸಿ ವಾತನಾಡಿದ ಕೃಷಿ ಸಹಾಯಕ ನಿರ್ದೇಶಕರಾದ ಪವನ್ ರವರು ಶ್ರೀ ಕ್ಷೇತ್ರ ಧರ್ಮಸ್ಥಳ ಗ್ರಾಮಾಭಿವೃದ್ಧಿ ಯೋಜನೆಯು ಗ್ರಾಮೀಣ ಕೃಷಿಕರ ಏಳಿಗೆಗಾಗಿ ಶ್ರಮಿಸುತ್ತಿದೆ ಎಂದು ಶ್ಲಾಘಿಸಿದರು. (24, 441, 170, 576)
